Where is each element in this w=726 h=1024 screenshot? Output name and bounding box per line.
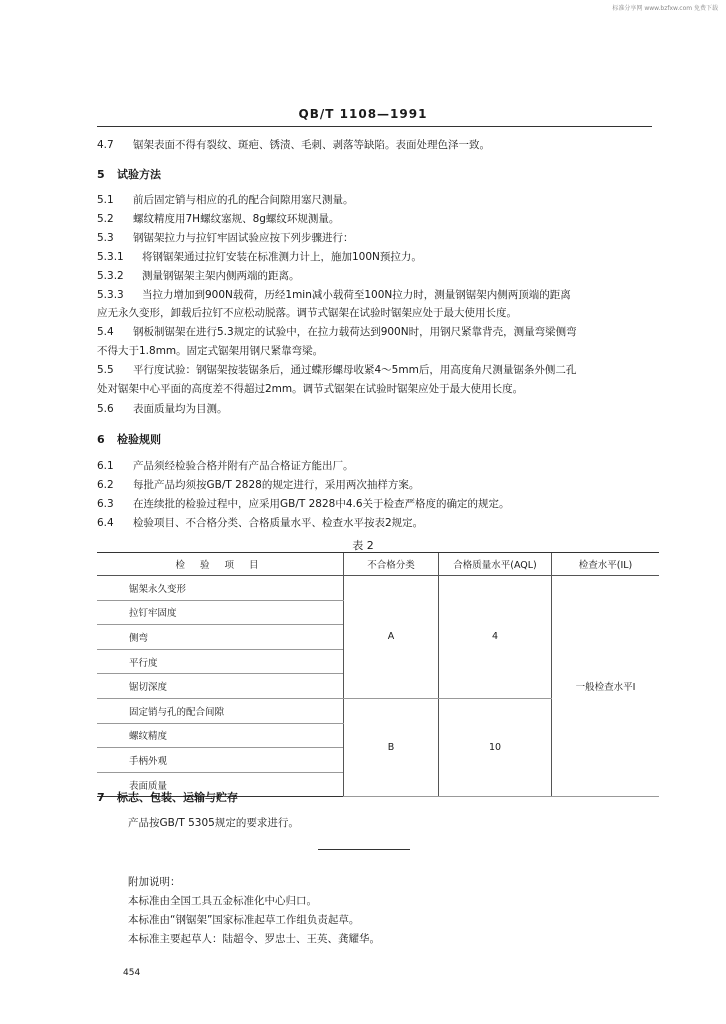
clause-5-3-3 (97, 288, 571, 302)
clause-text: 表面质量均为目测。 (133, 403, 228, 415)
clause-text: 不得大于1.8mm。固定式锯架用钢尺紧靠弯梁。 (97, 345, 324, 357)
table-header: 不合格分类 (344, 553, 439, 576)
clause-number: 5.3 (97, 232, 114, 244)
clause-6-2 (97, 478, 419, 492)
table-cell-level: 一般检查水平Ⅰ (552, 576, 660, 797)
section-7-heading (97, 789, 238, 805)
clause-number: 5.6 (97, 403, 114, 415)
clause-number: 6.3 (97, 498, 114, 510)
clause-text: 将钢锯架通过拉钉安装在标准测力计上，施加100N预拉力。 (142, 251, 422, 263)
table-cell-item: 拉钉牢固度 (97, 600, 344, 625)
clause-number: 5.3.2 (97, 270, 124, 282)
clause-text: 钢锯架拉力与拉钉牢固试验应按下列步骤进行： (133, 232, 354, 244)
notes-line: 本标准由“钢锯架”国家标准起草工作组负责起草。 (128, 914, 360, 926)
clause-5-2 (97, 212, 339, 226)
section-number: 7 (97, 791, 105, 804)
table-cell-category: A (344, 576, 439, 699)
clause-7-text: 产品按GB/T 5305规定的要求进行。 (128, 817, 299, 829)
clause-4-7 (97, 138, 490, 152)
table-cell-item: 螺纹精度 (97, 723, 344, 748)
clause-number: 5.5 (97, 364, 114, 376)
table-row (97, 576, 659, 601)
header-divider (97, 126, 652, 127)
clause-5-5-cont (97, 382, 523, 396)
clause-5-1 (97, 193, 354, 207)
clause-6-4 (97, 516, 423, 530)
section-number: 6 (97, 433, 105, 446)
clause-number: 5.3.1 (97, 251, 124, 263)
clause-5-3 (97, 231, 354, 245)
end-rule (318, 849, 410, 850)
clause-text: 锯架表面不得有裂纹、斑疤、锈渍、毛刺、剥落等缺陷。表面处理色泽一致。 (133, 139, 490, 151)
table-cell-aql: 4 (439, 576, 552, 699)
section-5-heading (97, 166, 161, 182)
table-header: 检查水平(IL) (552, 553, 660, 576)
inspection-table (97, 552, 659, 797)
clause-number: 5.1 (97, 194, 114, 206)
watermark-text: 标准分享网 www.bzfxw.com 免费下载 (612, 5, 718, 12)
notes-title: 附加说明： (128, 876, 181, 888)
clause-6-1 (97, 459, 354, 473)
clause-5-6 (97, 402, 228, 416)
section-6-heading (97, 431, 161, 447)
clause-5-3-2 (97, 269, 300, 283)
clause-number: 6.4 (97, 517, 114, 529)
page-header: QB/T 1108—1991 (298, 107, 428, 121)
section-title: 检验规则 (117, 433, 161, 446)
table-header: 合格质量水平(AQL) (439, 553, 552, 576)
table-cell-item: 平行度 (97, 649, 344, 674)
clause-number: 5.4 (97, 326, 114, 338)
clause-5-4-cont (97, 344, 323, 358)
notes-line: 本标准主要起草人：陆超令、罗忠士、王英、龚耀华。 (128, 933, 380, 945)
table-cell-item: 手柄外观 (97, 748, 344, 773)
section-number: 5 (97, 168, 105, 181)
notes-line: 本标准由全国工具五金标准化中心归口。 (128, 895, 317, 907)
clause-number: 6.1 (97, 460, 114, 472)
clause-text: 当拉力增加到900N载荷，历经1min减小载荷至100N拉力时，测量钢锯架内侧两顶端的距离 (142, 289, 571, 301)
table-header: 检 验 项 目 (97, 553, 344, 576)
clause-5-4 (97, 325, 577, 339)
table-cell-item: 固定销与孔的配合间隙 (97, 698, 344, 723)
clause-text: 钢板制锯架在进行5.3规定的试验中，在拉力载荷达到900N时，用钢尺紧靠背壳，测量弯梁侧弯 (133, 326, 577, 338)
clause-text: 检验项目、不合格分类、合格质量水平、检查水平按表2规定。 (133, 517, 424, 529)
table-cell-item: 锯切深度 (97, 674, 344, 699)
clause-5-5 (97, 363, 576, 377)
clause-number: 5.3.3 (97, 289, 124, 301)
table-cell-item: 锯架永久变形 (97, 576, 344, 601)
clause-5-3-1 (97, 250, 422, 264)
clause-text: 在连续批的检验过程中，应采用GB/T 2828中4.6关于检查严格度的确定的规定。 (133, 498, 510, 510)
clause-text: 产品须经检验合格并附有产品合格证方能出厂。 (133, 460, 354, 472)
clause-number: 6.2 (97, 479, 114, 491)
clause-text: 前后固定销与相应的孔的配合间隙用塞尺测量。 (133, 194, 354, 206)
table-cell-item: 表面质量 (97, 772, 344, 797)
section-title: 试验方法 (117, 168, 161, 181)
table-cell-category: B (344, 698, 439, 796)
table-header-row (97, 553, 659, 576)
clause-text: 应无永久变形，卸载后拉钉不应松动脱落。调节式锯架在试验时锯架应处于最大使用长度。 (97, 307, 517, 319)
clause-5-3-3-cont (97, 306, 517, 320)
table-cell-item: 侧弯 (97, 625, 344, 650)
clause-6-3 (97, 497, 510, 511)
clause-number: 4.7 (97, 139, 114, 151)
clause-text: 每批产品均须按GB/T 2828的规定进行，采用两次抽样方案。 (133, 479, 420, 491)
table-caption: 表 2 (352, 539, 374, 552)
table-cell-aql: 10 (439, 698, 552, 796)
clause-number: 5.2 (97, 213, 114, 225)
section-title: 标志、包装、运输与贮存 (117, 791, 238, 804)
clause-text: 平行度试验：钢锯架按装锯条后，通过蝶形螺母收紧4～5mm后，用高度角尺测量锯条外侧二孔 (133, 364, 577, 376)
clause-text: 处对锯架中心平面的高度差不得超过2mm。调节式锯架在试验时锯架应处于最大使用长度。 (97, 383, 524, 395)
clause-text: 螺纹精度用7H螺纹塞规、8g螺纹环规测量。 (133, 213, 340, 225)
page-number: 454 (123, 968, 141, 978)
clause-text: 测量钢锯架主架内侧两端的距离。 (142, 270, 300, 282)
